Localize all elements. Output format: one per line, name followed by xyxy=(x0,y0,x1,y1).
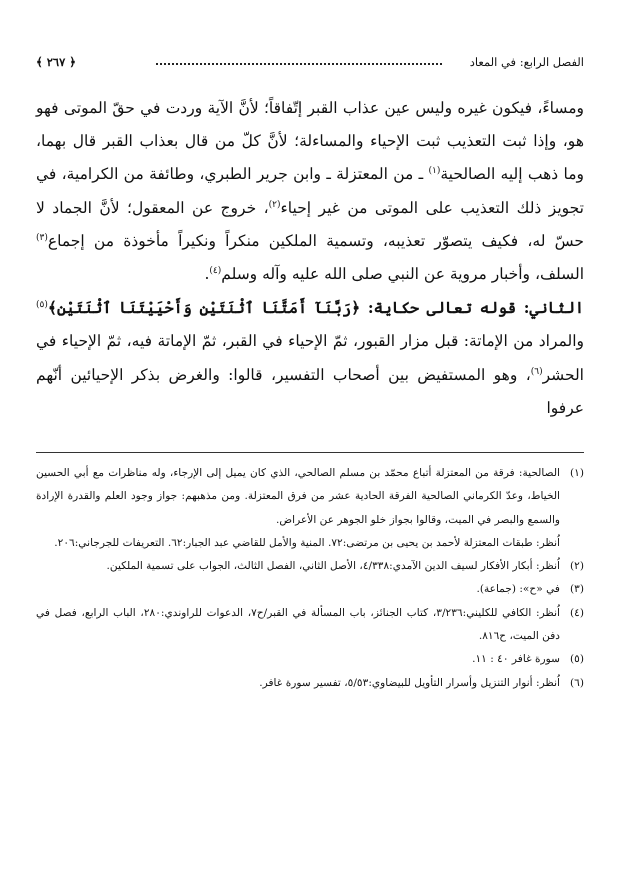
footnote-3-number: (٣) xyxy=(570,583,584,596)
footnote-5-text: سورة غافر ٤٠ : ١١. xyxy=(472,653,560,666)
footnote-2-number: (٢) xyxy=(570,560,584,573)
footnote-3 xyxy=(36,578,584,601)
footnote-ref-3[interactable]: (٣) xyxy=(36,232,48,243)
footnote-divider xyxy=(36,452,584,453)
chapter-title: الفصل الرابع: في المعاد xyxy=(469,55,584,69)
main-text xyxy=(36,92,584,425)
paragraph-1-end: . xyxy=(204,265,210,284)
footnote-1-text: الصالحية: فرقة من المعتزلة أتباع محمّد بن مسلم الصالحي، الذي كان يميل إلى الإرجاء، وله مناظرات مع أبي الحسين الخياط، وعدّ الكرماني الصالحية الفرقة الحادية عشر من فرق المعتزلة. ومن مذهبهم: جواز وجود العلم والقدرة الإرادة والسمع والبصر في الميت، وقالوا بجواز خلو الجوهر عن الأعراض. xyxy=(36,467,560,526)
page-number: ﴿ ٢٦٧ ﴾ xyxy=(36,55,77,69)
footnote-6-number: (٦) xyxy=(570,676,584,689)
paragraph-2 xyxy=(36,291,584,425)
footnote-6 xyxy=(36,672,584,695)
footnote-2 xyxy=(36,555,584,578)
footnote-5 xyxy=(36,648,584,671)
paragraph-2-part-b: ، وهو المستفيض بين أصحاب التفسير، قالوا: والغرض بذكر الإحيائين أنّهم عرفوا xyxy=(36,365,584,417)
footnote-ref-1[interactable]: (١) xyxy=(428,166,441,177)
footnote-1-number: (١) xyxy=(570,467,584,479)
footnote-ref-4[interactable]: (٤) xyxy=(209,265,222,276)
paragraph-1 xyxy=(36,92,584,291)
footnote-1 xyxy=(36,462,584,532)
running-header xyxy=(36,52,584,72)
footnote-ref-5[interactable]: (٥) xyxy=(36,300,48,311)
paragraph-1-part-c: ، خروج عن المعقول؛ لأنَّ الجماد لا حسّ له، فكيف يتصوّر تعذيبه، وتسمية الملكين منكراً ونكيراً مأخوذة من إجماع xyxy=(36,198,584,250)
header-dotted-leader xyxy=(156,63,442,65)
footnote-ref-2[interactable]: (٢) xyxy=(268,199,281,210)
footnote-6-text: اُنظر: أنوار التنزيل وأسرار التأويل للبيضاوي:٥/٥٣، تفسير سورة غافر. xyxy=(259,676,560,689)
footnote-1-sources: اُنظر: طبقات المعتزلة لأحمد بن يحيى بن مرتضى:٧٢. المنية والأمل للقاضي عبد الجبار:٦٢. التعريفات للجرجاني:٢٠٦. xyxy=(54,536,560,549)
paragraph-2-part-a: والمراد من الإماتة: قبل مزار القبور، ثمّ الإحياء في القبر، ثمّ الإماتة فيه، ثمّ الإحياء في الحشر xyxy=(36,332,584,384)
paragraph-1-part-b: ـ من المعتزلة ـ وابن جرير الطبري، وطائفة من الكرامية، في تجويز ذلك التعذيب على الموتى من غير إحياء xyxy=(36,165,584,217)
footnote-2-text: اُنظر: أبكار الأفكار لسيف الدين الآمدي:٤/٣٣٨، الأصل الثاني، الفصل الثالث، الجواب على تسمية الملكين. xyxy=(106,560,560,573)
paragraph-1-part-d: السلف، وأخبار مروية عن النبي صلى الله عليه وآله وسلم xyxy=(221,265,584,284)
footnote-3-text: في «ح»: (جماعة). xyxy=(476,583,560,596)
footnote-ref-6[interactable]: (٦) xyxy=(530,366,543,377)
quran-verse: ﴿رَبَّنَآ أَمَتَّنَا ٱثْنَتَيْنِ وَأَحْيَيْتَنَا ٱثْنَتَيْنِ﴾ xyxy=(47,298,361,318)
footnotes xyxy=(36,462,584,695)
footnote-5-number: (٥) xyxy=(570,653,584,666)
footnote-4-number: (٤) xyxy=(570,606,584,619)
paragraph-1-part-a: ومساءً، فيكون غيره وليس عين عذاب القبر إتّفاقاً؛ لأنَّ الآية وردت في حقّ الموتى فهو هو، وإذا ثبت التعذيب ثبت الإحياء والمساءلة؛ لأنَّ كلّ من قال بعذاب القبر قال بهما، وما ذهب إليه الصالحية xyxy=(36,99,584,184)
paragraph-2-heading: الثاني: قوله تعالى حكاية: xyxy=(360,298,584,318)
footnote-4 xyxy=(36,602,584,649)
footnote-4-text: اُنظر: الكافي للكليني:٣/٢٣٦، كتاب الجنائز، باب المسألة في القبر/ح٧، الدعوات للراوندي:٢٨٠، الباب الرابع، فصل في دفن الميت، ح٨١٦. xyxy=(36,606,560,643)
